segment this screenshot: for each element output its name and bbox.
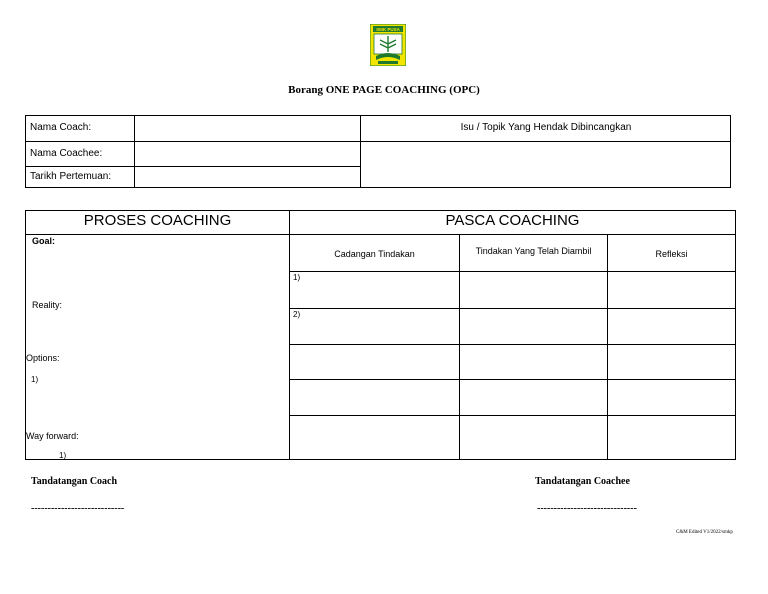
col-refleksi: Refleksi (655, 249, 688, 259)
table-cell[interactable] (460, 380, 607, 415)
way-forward-label: Way forward: (26, 431, 79, 441)
table-cell[interactable] (460, 272, 607, 308)
nama-coachee-label: Nama Coachee: (30, 148, 103, 159)
options-label: Options: (26, 353, 60, 363)
table-cell[interactable] (460, 345, 607, 379)
page-title: Borang ONE PAGE COACHING (OPC) (288, 84, 480, 96)
col-cadangan-tindakan: Cadangan Tindakan (334, 249, 415, 259)
row-1-number: 1) (293, 273, 301, 282)
reality-label: Reality: (32, 300, 63, 310)
nama-coach-label: Nama Coach: (30, 122, 92, 133)
goal-label: Goal: (32, 236, 56, 246)
row-2-number: 2) (293, 310, 301, 319)
table-cell[interactable] (290, 416, 459, 459)
table-cell[interactable] (460, 309, 607, 344)
logo-text: SMK PUSA (376, 27, 400, 32)
table-cell[interactable] (608, 272, 735, 308)
nama-coach-field[interactable] (135, 116, 360, 141)
pasca-coaching-header: PASCA COACHING (445, 212, 580, 229)
coach-signature-line[interactable]: ---------------------------- (31, 503, 125, 514)
table-cell[interactable] (290, 380, 459, 415)
footer-version: C&M Edited V1/2022/smkp (676, 530, 733, 535)
coachee-signature-label: Tandatangan Coachee (535, 476, 630, 487)
table-cell[interactable] (608, 416, 735, 459)
table-cell[interactable] (460, 416, 607, 459)
isu-field[interactable] (361, 142, 730, 187)
tarikh-field[interactable] (135, 167, 360, 187)
coachee-signature-line[interactable]: ------------------------------ (537, 503, 637, 514)
isu-header: Isu / Topik Yang Hendak Dibincangkan (460, 122, 632, 133)
table-cell[interactable] (608, 345, 735, 379)
way-forward-item-number: 1) (59, 451, 67, 460)
table-cell[interactable] (290, 272, 459, 308)
col-tindakan-diambil: Tindakan Yang Telah Diambil (475, 246, 592, 256)
school-logo (370, 24, 406, 66)
grow-notes-area[interactable] (26, 235, 289, 459)
table-cell[interactable] (608, 380, 735, 415)
nama-coachee-field[interactable] (135, 142, 360, 166)
options-item-number: 1) (31, 375, 39, 384)
table-cell[interactable] (290, 309, 459, 344)
proses-coaching-header: PROSES COACHING (83, 212, 232, 229)
tarikh-label: Tarikh Pertemuan: (30, 171, 112, 182)
table-cell[interactable] (290, 345, 459, 379)
table-cell[interactable] (608, 309, 735, 344)
coach-signature-label: Tandatangan Coach (31, 476, 118, 487)
